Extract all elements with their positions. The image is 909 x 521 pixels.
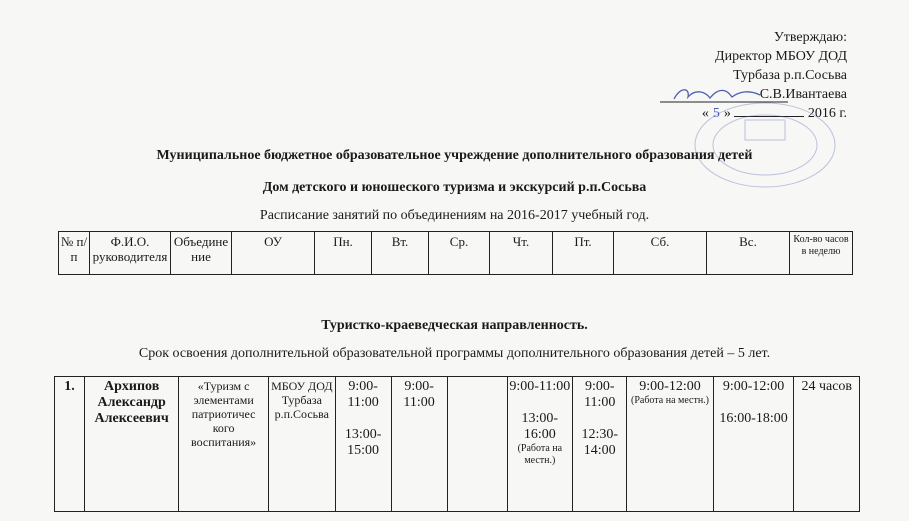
approval-line: С.В.Ивантаева [759, 87, 847, 102]
row-sat: 9:00-12:00 (Работа на местн.) [627, 377, 713, 512]
table-row [55, 377, 860, 512]
header-cell: Ф.И.О. руководителя [90, 232, 171, 275]
house-title: Дом детского и юношеского туризма и экскурсий р.п.Сосьва [262, 180, 647, 195]
header-cell: ОУ [232, 232, 315, 275]
header-cell: Кол-во часов в неделю [790, 232, 853, 275]
header-cell: Сб. [614, 232, 707, 275]
header-cell: Чт. [490, 232, 553, 275]
row-wed [447, 377, 507, 512]
row-fri: 9:00-11:00 12:30-14:00 [573, 377, 627, 512]
row-number: 1. [55, 377, 85, 512]
row-hours: 24 часов [794, 377, 860, 512]
approval-line: Утверждаю: [773, 30, 847, 45]
header-cell: Пт. [553, 232, 614, 275]
header-cell: Пн. [315, 232, 372, 275]
row-sun: 9:00-12:00 16:00-18:00 [713, 377, 794, 512]
row-association: «Туризм с элементами патриотичес кого воспитания» [179, 377, 269, 512]
header-cell: Объедине ние [171, 232, 232, 275]
header-cell: Вс. [707, 232, 790, 275]
header-table [58, 231, 853, 275]
row-school: МБОУ ДОД Турбаза р.п.Сосьва [269, 377, 336, 512]
section-title: Туристко-краеведческая направленность. [321, 318, 588, 333]
section-subtitle: Срок освоения дополнительной образовательной программы дополнительного образования детей – 5 лет. [138, 346, 771, 361]
date-day: 5 [712, 106, 720, 121]
org-title: Муниципальное бюджетное образовательное учреждение дополнительного образования детей [156, 148, 753, 163]
row-leader: Архипов Александр Алексеевич [85, 377, 179, 512]
header-cell: Ср. [429, 232, 490, 275]
header-cell: № п/п [59, 232, 90, 275]
row-thu: 9:00-11:00 13:00-16:00 (Работа на местн.) [507, 377, 573, 512]
approval-date: « 5 » 2016 г. [701, 106, 847, 121]
schedule-title: Расписание занятий по объединениям на 2016-2017 учебный год. [259, 208, 650, 223]
schedule-table [54, 376, 860, 512]
approval-line: Турбаза р.п.Сосьва [733, 68, 847, 83]
row-tue: 9:00-11:00 [391, 377, 447, 512]
header-cell: Вт. [372, 232, 429, 275]
table-row [59, 232, 853, 275]
approval-line: Директор МБОУ ДОД [715, 49, 847, 64]
row-mon: 9:00-11:00 13:00-15:00 [335, 377, 391, 512]
